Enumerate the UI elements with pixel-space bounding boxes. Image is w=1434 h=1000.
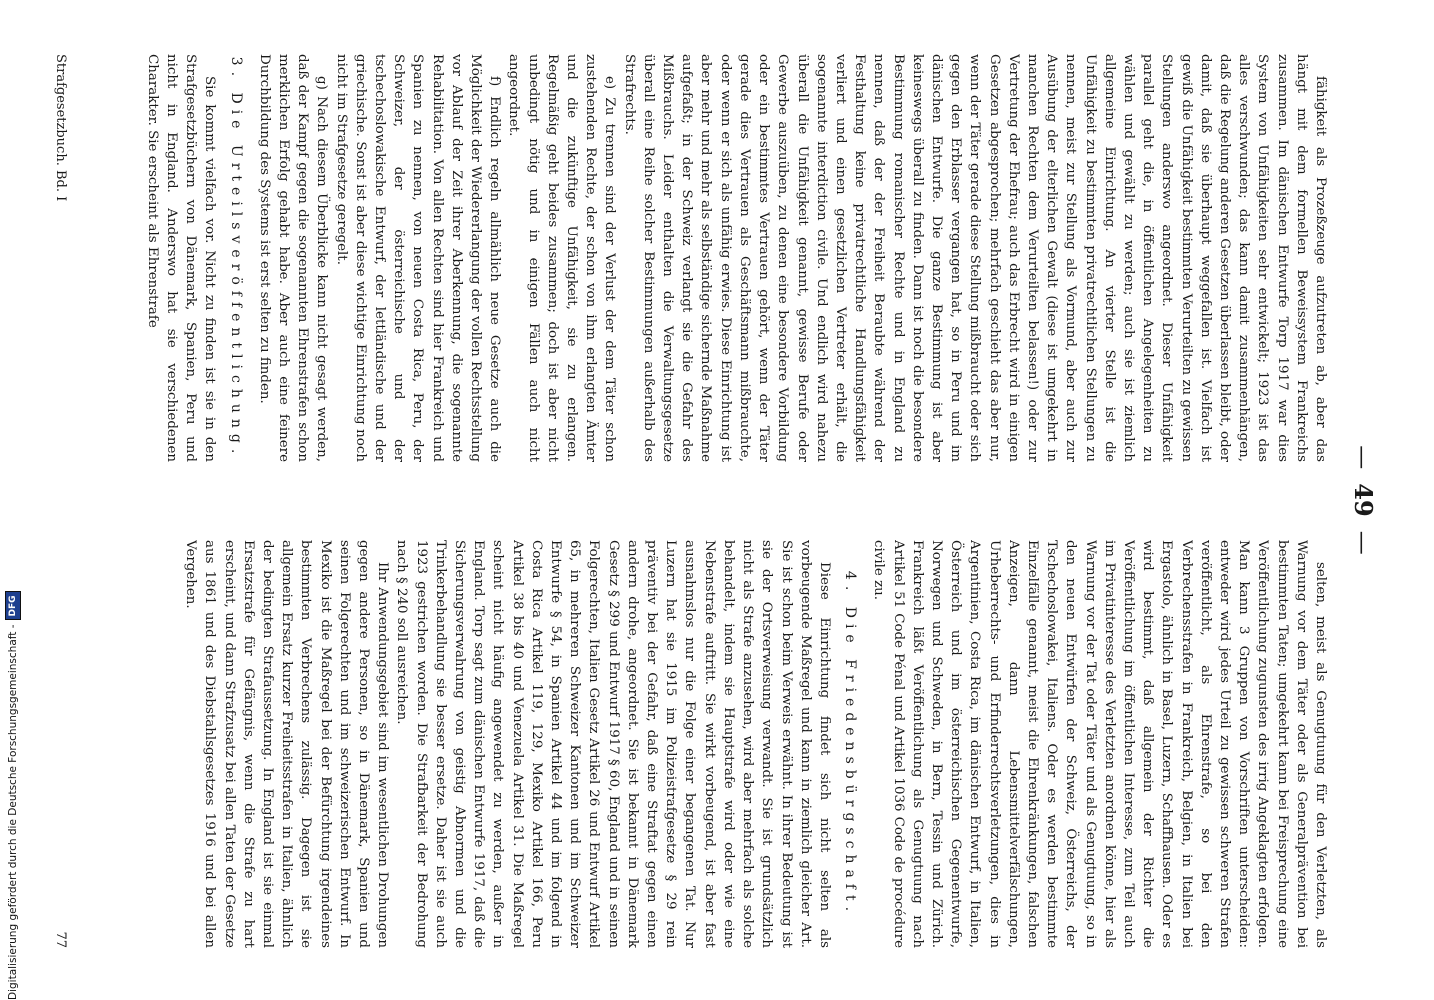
page-header — [1349, 0, 1378, 1000]
footer-number: 77 — [53, 931, 68, 948]
dfg-logo[interactable]: DFG — [5, 591, 21, 620]
paragraph: e) Zu trennen sind der Verlust der dem Täter schon zustehenden Rechte, der schon von ihm erlangten Ämter und die zukünftige Unfähigkeit, sie zu erlangen. Regelmäßig geht beides zusammen; doch ist aber nicht unbedingt nötig und in einigen Fällen auch nicht angeordnet. — [506, 54, 618, 462]
digitization-text: Digitalisierung gefördert durch die Deutsche Forschungsgemeinschaft - — [7, 624, 19, 1000]
paragraph: fähigkeit als Prozeßzeuge aufzutreten ab, aber das hängt mit dem formellen Beweissystem Frankreichs zusammen. Im dänischen Entwurfe Torp 1917 war dies System von Unfähigkeiten sehr entwickelt; 1923 ist das alles verschwunden; das kann damit zusammenhängen, daß die Regelung anderen Gesetzen überlassen bleibt, oder damit, daß sie überhaupt weggefallen ist. Vielfach ist gewiß die Unfähigkeit bestimmten Verurteilten zu gewissen Stellungen anderswo angeordnet. Dieser Unfähigkeit parallel geht die, in öffentlichen Angelegenheiten zu wählen und gewählt zu werden; auch sie ist ziemlich allgemeine Einrichtung. An vierter Stelle ist die Unfähigkeit zu bestimmten privatrechtlichen Stellungen zu nennen, meist zur Stellung als Vormund, aber auch zur Ausübung der elterlichen Gewalt (diese ist umgekehrt in manchen Rechten dem Verurteilten belassen!) oder zur Vertretung der Ehefrau; auch das Erbrecht wird in einigen Gesetzen abgesprochen; mehrfach geschieht das aber nur, wenn der Täter gerade diese Stellung mißbraucht oder sich gegen den Erblasser vergangen hat, so in Peru und im dänischen Entwurfe. Die ganze Bestimmung ist aber keineswegs überall zu finden. Dann ist noch die besondere Bestimmung romanischer Rechte und in England zu nennen, daß der der Freiheit Beraubte während der Festhaltung keine privatrechtliche Handlungsfähigkeit verliert und einen gesetzlichen Vertreter erhält, die sogenannte interdiction civile. Und endlich wird nahezu überall die Unfähigkeit genannt, gewisse Berufe oder Gewerbe auszuüben, zu denen eine besondere Vorbildung oder ein bestimmtes Vertrauen gehört, wenn der Täter gerade dies Vertrauen als Geschäftsmann mißbrauchte, oder wenn er sich als unfähig erwies. Diese Einrichtung ist aber mehr und mehr als selbständige sichernde Maßnahme aufgefaßt; in der Schweiz verlangt sie die Gefahr des Mißbrauchs. Leider enthalten die Verwaltungsgesetze überall eine Reihe solcher Bestimmungen außerhalb des Strafrechts. — [621, 54, 1328, 462]
section-heading: 3. Die Urteilsveröffentlichung. — [227, 56, 244, 460]
left-column — [104, 54, 1330, 462]
paragraph: selten, meist als Genugtuung für den Verletzten, als Warnung vor dem Täter oder als Generalprävention bei bestimmten Taten; umgekehrt kann bei Freisprechung eine Veröffentlichung zugunsten des irrig Angeklagten erfolgen. Man kann 3 Gruppen von Vorschriften unterscheiden: entweder wird jedes Urteil zu gewissen schweren Strafen veröffentlicht, als Ehrenstrafe, so bei den Verbrechensstrafen in Frankreich, Belgien, in Italien bei Ergastolo, ähnlich in Basel, Luzern, Schaffhausen. Oder es wird bestimmt, daß allgemein der Richter die Veröffentlichung im öffentlichen Interesse, zum Teil auch im Privatinteresse des Verletzten anordnen könne, hier als Warnung vor der Tat oder Täter und als Genugtuung, so in den neuen Entwürfen der Schweiz, Österreichs, der Tschechoslowakei, Italiens. Oder es werden bestimmte Einzelfälle genannt, meist die Ehrenkränkungen, falschen Anzeigen, dann Lebensmittelverfälschungen, Urheberrechts- und Erfinderrechtsverletzungen, dies in Argentinien, Costa Rica, im dänischen Entwurf, in Italien, Österreich und im österreichischen Gegenentwurfe, Norwegen und Schweden, in Bern, Tessin und Zürich. Frankreich läßt Veröffentlichung als Genugtuung nach Artikel 51 Code Pénal und Artikel 1036 Code de procédure civile zu. — [871, 540, 1328, 948]
paragraph: g) Nach diesem Überblicke kann nicht gesagt werden, daß der Kampf gegen die sogenannten Ehrenstrafen schon merklichen Erfolg gehabt habe. Aber auch eine feinere Durchbildung des Systems ist erst selten zu finden. — [256, 54, 330, 462]
paragraph: Sie kommt vielfach vor. Nicht zu finden ist sie in den Strafgesetzbüchern von Dänemark, Spanien, Peru und nicht in England. Anderswo hat sie verschiedenen Charakter. Sie erscheint als Ehrenstrafe — [144, 54, 218, 462]
page-number: 49 — [1349, 483, 1378, 517]
right-column — [104, 540, 1330, 948]
footer-signature: Strafgesetzbuch. Bd. I — [53, 54, 68, 202]
header-dash-right: — — [1349, 530, 1377, 555]
header-dash-left: — — [1349, 445, 1377, 470]
paragraph: Ihr Anwendungsgebiet sind im wesentlichen Drohungen gegen andere Personen, so in Dänemark, Spanien und seinen Folgerechten und im schweizerischen Entwurf. In Mexiko ist die Maßregel bei der Befürchtung irgendeines bestimmten Verbrechens zulässig. Dagegen ist sie allgemein Ersatz kurzer Freiheitsstrafen in Italien, ähnlich der bedingten Strafaussetzung. In England ist sie einmal Ersatzstrafe für Gefängnis, wenn die Strafe zu hart erscheint, und dann Strafzusatz bei allen Taten der Gesetze aus 1861 und des Diebstahlsgesetzes 1916 und bei allen Vergehen. — [183, 540, 391, 948]
paragraph: Diese Einrichtung findet sich nicht selten als vorbeugende Maßregel und kann in ziemlich gleicher Art. Sie ist schon beim Verweis erwähnt. In ihrer Bedeutung ist sie der Ortsverweisung verwandt. Sie ist grundsätzlich nicht als Strafe anzusehen, wird aber mehrfach als solche behandelt, indem sie Hauptstrafe wird oder wie eine Nebenstrafe auftritt. Sie wirkt vorbeugend, ist aber fast ausnahmslos nur die Folge einer begangenen Tat. Nur Luzern hat sie 1915 im Polizeistrafgesetze § 29 rein präventiv bei der Gefahr, daß eine Straftat gegen einen andern drohe, angeordnet. Sie ist bekannt in Dänemark Gesetz § 299 und Entwurf 1917 § 60, England und in seinen Folgerechten, Italien Gesetz Artikel 26 und Entwurf Artikel 65, in mehreren Schweizer Kantonen und im Schweizer Entwurfe § 54, in Spanien Artikel 44 und im folgend in Costa Rica Artikel 119, 129, Mexiko Artikel 166, Peru Artikel 38 bis 40 und Venezuela Artikel 31. Die Maßregel scheint nicht häufig angewendet zu werden, außer in England. Torp sagt zum dänischen Entwurfe 1917, daß die Sicherungsverwahrung von geistig Abnormen und die Trinkerbehandlung sie besser ersetze. Daher ist sie auch 1923 gestrichen worden. Die Strafbarkeit der Bedrohung nach § 240 soll ausreichen. — [394, 540, 832, 948]
section-heading: 4. Die Friedensbürgschaft. — [842, 570, 859, 918]
paragraph: f) Endlich regeln allmählich neue Gesetze auch die Möglichkeit der Wiedererlangung der vollen Rechtsstellung vor Ablauf der Zeit ihrer Aberkennung, die sogenannte Rehabilitation. Von allen Rechten sind hier Frankreich und Spanien zu nennen, von neuen Costa Rica, Peru, der Schweizer, der österreichische und der tschechoslowakische Entwurf, der lettländische und der griechische. Sonst ist aber diese wichtige Einrichtung noch nicht im Strafgesetze geregelt. — [333, 54, 503, 462]
digitization-note — [2, 0, 26, 1000]
